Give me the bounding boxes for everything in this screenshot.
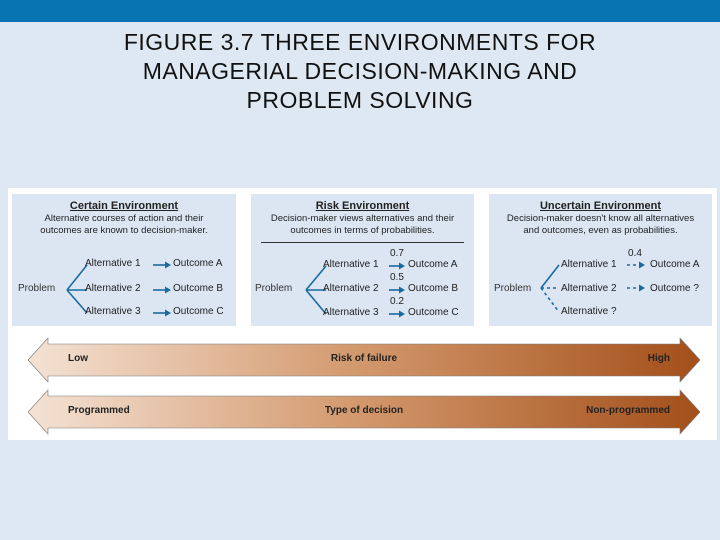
- certain-alternative-2: Alternative 2: [85, 283, 141, 294]
- certain-desc-line-2: outcomes are known to decision-maker.: [40, 225, 208, 236]
- certain-arrowhead-2: [165, 287, 171, 294]
- slide-title: [0, 28, 720, 115]
- uncertain-desc-line-2: and outcomes, even as probabilities.: [523, 225, 678, 236]
- certain-branch-3: [67, 290, 87, 313]
- uncertain-alternative-3: Alternative ?: [561, 306, 617, 317]
- certain-environment-panel: [12, 194, 236, 326]
- risk-alternative-2: Alternative 2: [323, 283, 379, 294]
- uncertain-panel-title: Uncertain Environment: [539, 200, 662, 212]
- risk-center-label: Risk of failure: [330, 353, 398, 364]
- certain-problem-label: Problem: [18, 283, 56, 294]
- certain-arrowhead-3: [165, 310, 171, 317]
- risk-high-label: High: [647, 353, 670, 364]
- uncertain-branch-3: [541, 288, 559, 312]
- risk-outcome-a: Outcome A: [408, 259, 458, 270]
- uncertain-outcome-unknown: Outcome ?: [650, 283, 699, 294]
- uncertain-alternative-1: Alternative 1: [561, 259, 617, 270]
- certain-arrowhead-1: [165, 262, 171, 269]
- risk-alternative-3: Alternative 3: [323, 307, 379, 318]
- title-line-1: FIGURE 3.7 THREE ENVIRONMENTS FOR: [123, 29, 597, 55]
- risk-arrowhead-3: [399, 311, 405, 318]
- uncertain-outcome-a: Outcome A: [650, 259, 700, 270]
- risk-of-failure-arrow: [28, 337, 700, 383]
- risk-desc-line-1: Decision-maker views alternatives and their: [270, 213, 455, 224]
- certain-alternative-3: Alternative 3: [85, 306, 141, 317]
- title-line-3: PROBLEM SOLVING: [246, 87, 474, 113]
- risk-probability-1: 0.7: [390, 248, 404, 259]
- certain-desc-line-1: Alternative courses of action and their: [44, 213, 204, 224]
- risk-arrowhead-2: [399, 287, 405, 294]
- environments-figure: [8, 188, 717, 440]
- certain-branch-1: [67, 265, 87, 290]
- risk-problem-label: Problem: [255, 283, 293, 294]
- uncertain-probability-1: 0.4: [628, 248, 642, 259]
- uncertain-desc-line-1: Decision-maker doesn't know all alternatives: [506, 213, 695, 224]
- risk-probability-2: 0.5: [390, 272, 404, 283]
- uncertain-arrowhead-1: [639, 262, 645, 269]
- risk-panel-title: Risk Environment: [315, 200, 410, 212]
- certain-outcome-a: Outcome A: [173, 258, 223, 269]
- decision-nonprogrammed-label: Non-programmed: [586, 405, 670, 416]
- top-accent-bar: [0, 0, 720, 22]
- certain-panel-title: Certain Environment: [69, 200, 179, 212]
- certain-alternative-1: Alternative 1: [85, 258, 141, 269]
- decision-programmed-label: Programmed: [68, 405, 130, 416]
- certain-outcome-c: Outcome C: [173, 306, 224, 317]
- risk-outcome-c: Outcome C: [408, 307, 459, 318]
- decision-center-label: Type of decision: [324, 405, 404, 416]
- risk-outcome-b: Outcome B: [408, 283, 459, 294]
- certain-outcome-b: Outcome B: [173, 283, 224, 294]
- type-of-decision-arrow: [28, 389, 700, 435]
- uncertain-problem-label: Problem: [494, 283, 532, 294]
- risk-desc-line-2: outcomes in terms of probabilities.: [290, 225, 435, 236]
- uncertain-alternative-2: Alternative 2: [561, 283, 617, 294]
- risk-alternative-1: Alternative 1: [323, 259, 379, 270]
- uncertain-arrowhead-2: [639, 285, 645, 292]
- risk-environment-panel: [251, 194, 474, 326]
- risk-arrowhead-1: [399, 263, 405, 270]
- title-line-2: MANAGERIAL DECISION-MAKING AND: [142, 58, 578, 84]
- risk-probability-3: 0.2: [390, 296, 404, 307]
- risk-low-label: Low: [68, 353, 88, 364]
- uncertain-environment-panel: [489, 194, 712, 326]
- uncertain-branch-1: [541, 265, 559, 288]
